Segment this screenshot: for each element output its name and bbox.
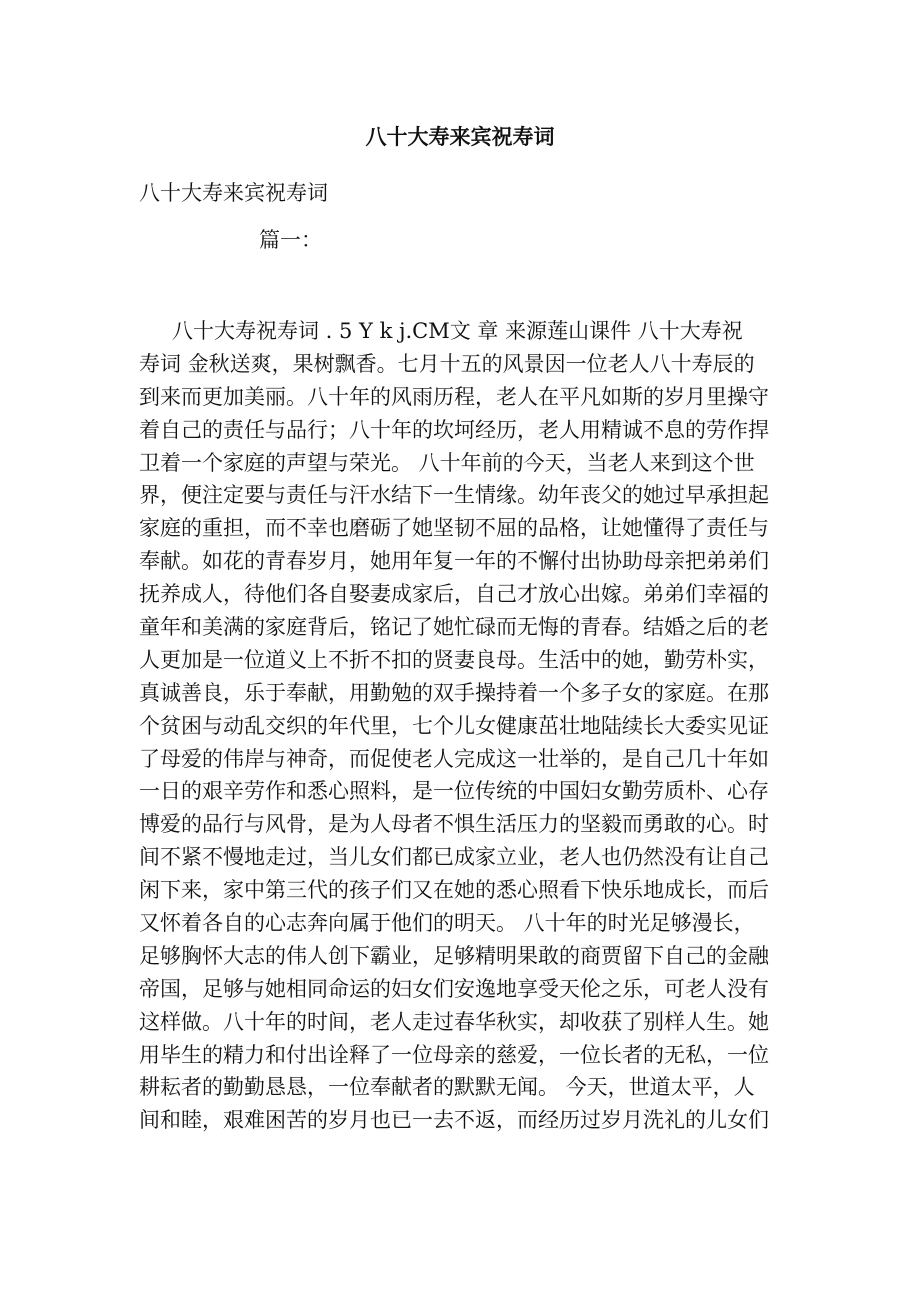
body-line: 童年和美满的家庭背后，铭记了她忙碌而无悔的青春。结婚之后的老	[139, 615, 769, 640]
body-line: 界，便注定要与责任与汗水结下一生情缘。幼年丧父的她过早承担起	[139, 483, 769, 508]
document-title: 八十大寿来宾祝寿词	[365, 124, 555, 149]
body-line: 博爱的品行与风骨，是为人母者不惧生活压力的坚毅而勇敢的心。时	[139, 812, 769, 837]
body-line: 一日的艰辛劳作和悉心照料，是一位传统的中国妇女勤劳质朴、心存	[139, 779, 769, 804]
document-subtitle: 八十大寿来宾祝寿词	[139, 181, 328, 205]
body-line: 家庭的重担，而不幸也磨砺了她坚韧不屈的品格，让她懂得了责任与	[139, 516, 769, 541]
body-line: 耕耘者的勤勤恳恳，一位奉献者的默默无闻。 今天，世道太平，人	[139, 1075, 755, 1100]
body-line: 了母爱的伟岸与神奇，而促使老人完成这一壮举的，是自己几十年如	[139, 746, 769, 771]
body-line: 足够胸怀大志的伟人创下霸业，足够精明果敢的商贾留下自己的金融	[139, 943, 769, 968]
body-paragraph	[139, 315, 789, 1137]
body-line: 闲下来，家中第三代的孩子们又在她的悉心照看下快乐地成长，而后	[139, 878, 769, 903]
body-line: 到来而更加美丽。八十年的风雨历程，老人在平凡如斯的岁月里操守	[139, 384, 769, 409]
body-line: 个贫困与动乱交织的年代里，七个儿女健康茁壮地陆续长大委实见证	[139, 713, 769, 738]
body-line: 间不紧不慢地走过，当儿女们都已成家立业，老人也仍然没有让自己	[139, 845, 769, 870]
body-line: 真诚善良，乐于奉献，用勤勉的双手操持着一个多子女的家庭。在那	[139, 680, 769, 705]
section-label: 篇一：	[259, 228, 322, 252]
body-line: 又怀着各自的心志奔向属于他们的明天。 八十年的时光足够漫长，	[139, 911, 755, 936]
body-line: 间和睦，艰难困苦的岁月也已一去不返，而经历过岁月洗礼的儿女们	[139, 1108, 769, 1133]
body-line: 这样做。八十年的时间，老人走过春华秋实，却收获了别样人生。她	[139, 1009, 769, 1034]
body-line: 帝国，足够与她相同命运的妇女们安逸地享受天伦之乐，可老人没有	[139, 976, 769, 1001]
body-line: 抚养成人，待他们各自娶妻成家后，自己才放心出嫁。弟弟们幸福的	[139, 582, 769, 607]
body-line: 卫着一个家庭的声望与荣光。 八十年前的今天，当老人来到这个世	[139, 450, 755, 475]
body-line: 奉献。如花的青春岁月，她用年复一年的不懈付出协助母亲把弟弟们	[139, 549, 769, 574]
body-line: 人更加是一位道义上不折不扣的贤妻良母。生活中的她，勤劳朴实，	[139, 647, 769, 672]
body-line: 着自己的责任与品行；八十年的坎坷经历，老人用精诚不息的劳作捍	[139, 417, 769, 442]
body-line: 寿词 金秋送爽，果树飘香。七月十五的风景因一位老人八十寿辰的	[139, 351, 755, 376]
body-line: 用毕生的精力和付出诠释了一位母亲的慈爱，一位长者的无私，一位	[139, 1042, 769, 1067]
body-line: 八十大寿祝寿词 . 5 Y k j.CM文 章 来源莲山课件 八十大寿祝	[172, 319, 743, 343]
